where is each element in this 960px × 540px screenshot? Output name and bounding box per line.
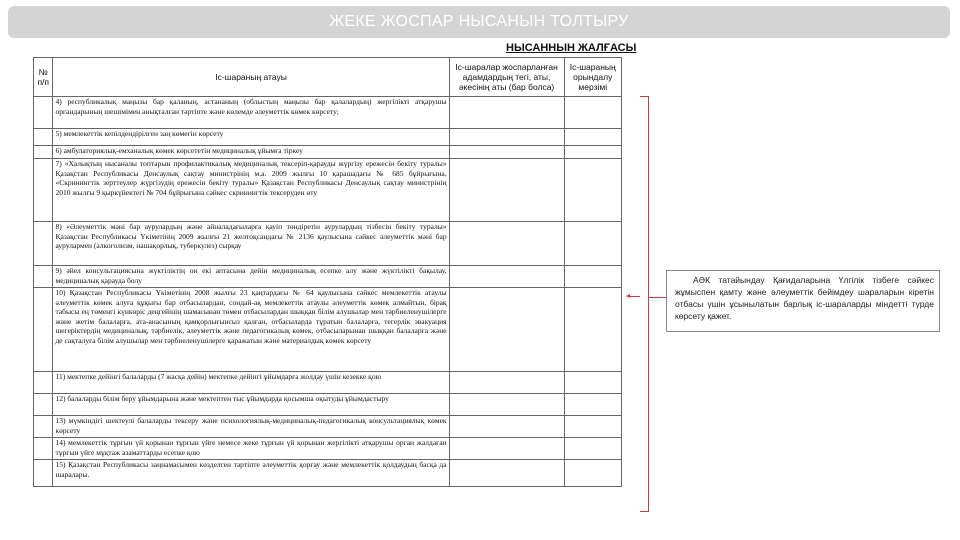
row-number — [34, 97, 53, 129]
executors-cell — [449, 288, 564, 372]
row-number — [34, 460, 53, 487]
executors-cell — [449, 394, 564, 416]
deadline-cell — [564, 460, 622, 487]
table-row — [34, 288, 622, 372]
table-row — [34, 372, 622, 394]
executors-cell — [449, 372, 564, 394]
header-activity-name: Іс-шараның атауы — [53, 58, 449, 97]
row-number — [34, 146, 53, 159]
grouping-bracket — [640, 96, 649, 512]
activity-text: 7) «Халықтың нысаналы топтарын профилактикалық медициналық тексеріп-қарауды жүргізу ережесін бекіту туралы» Қазақстан Республикасы Денсаулық сақтау министрінің м.а. 2009 жылғы 10 қарашадағы № 685 бұйрығына, «Скринингтік зерттеулер жүргізудің ережесін бекіту туралы» Қазақстан Республикасы Денсаулық сақтау министрінің 2010 жылғы 9 қыркүйектегі № 704 бұйрығына сәйкес скринингтік тексеруден өту — [53, 159, 449, 222]
activity-text: 13) мүмкіндігі шектеулі балаларды тексеру және психологиялық-медициналық-педагогикалық консультациялық көмек көрсету — [53, 416, 449, 438]
table-row — [34, 97, 622, 129]
row-number — [34, 266, 53, 288]
header-deadline: Іс-шараның орындалу мерзімі — [564, 58, 622, 97]
header-executors: Іс-шаралар жоспарланған адамдардың тегі, аты, әкесінің аты (бар болса) — [449, 58, 564, 97]
note-connector-line — [648, 297, 666, 298]
deadline-cell — [564, 97, 622, 129]
row-number — [34, 129, 53, 146]
deadline-cell — [564, 146, 622, 159]
deadline-cell — [564, 222, 622, 266]
deadline-cell — [564, 416, 622, 438]
table-row — [34, 159, 622, 222]
table-row — [34, 394, 622, 416]
row-number — [34, 438, 53, 460]
executors-cell — [449, 222, 564, 266]
table-row — [34, 266, 622, 288]
executors-cell — [449, 159, 564, 222]
explanatory-note: АӘК татайындау Қағидаларына Үлгілік тізбеге сәйкес жұмыспен қамту және әлеуметтік бейімдеу шараларын кіретін отбасы үшін ұсынылатын барлық іс-шараларды міндетті түрде көрсету қажет. — [666, 270, 940, 332]
deadline-cell — [564, 438, 622, 460]
activity-text: 15) Қазақстан Республикасы заңнамасымен көзделген тәртіпте әлеуметтік қорғау және мемлекеттік қолдаудың басқа да шаралары. — [53, 460, 449, 487]
deadline-cell — [564, 394, 622, 416]
deadline-cell — [564, 288, 622, 372]
row-number — [34, 159, 53, 222]
activity-text: 6) амбулаториялық-емханалық көмек көрсететін медициналық ұйымға тіркеу — [53, 146, 449, 159]
deadline-cell — [564, 129, 622, 146]
activity-text: 5) мемлекеттік кепілдендірілген заң көмегін көрсету — [53, 129, 449, 146]
table-row — [34, 146, 622, 159]
activity-text: 4) республикалық маңызы бар қаланың, астананың (облыстың маңызы бар қалалардың) жергілікті атқарушы органдарының шешімімен анықталған тәртіпте және көлемде әлеуметтік көмек көрсету; — [53, 97, 449, 129]
row-number — [34, 288, 53, 372]
header-number: № п/п — [34, 58, 53, 97]
activity-text: 8) «Әлеуметтік мәні бар аурулардың және айналадағыларға қауіп төндіретін аурулардың тізбесін бекіту туралы» Қазақстан Республикасы Үкіметінің 2009 жылғы 21 желтоқсандағы № 2136 қаулысына сәйкес әлеуметтік мәні бар аурулармен (алкоголизм, нашақорлық, туберкулез) сырқау — [53, 222, 449, 266]
activity-text: 14) мемлекеттік тұрғын үй қорынан тұрғын үйге немесе жеке тұрғын үй қорынан жергілікті атқарушы орган жалдаған тұрғын үйге мұқтаж азаматтарды есепке қою — [53, 438, 449, 460]
table-header-row — [34, 58, 622, 97]
individual-plan-table — [33, 57, 622, 487]
activity-text: 11) мектепке дейінгі балаларды (7 жасқа дейін) мектепке дейінгі ұйымдарға жолдау үшін кезекке қою — [53, 372, 449, 394]
form-continuation-label: НЫСАННЫН ЖАЛҒАСЫ — [506, 42, 637, 54]
executors-cell — [449, 97, 564, 129]
executors-cell — [449, 438, 564, 460]
executors-cell — [449, 146, 564, 159]
table-row — [34, 460, 622, 487]
executors-cell — [449, 416, 564, 438]
bracket-arrow — [630, 296, 640, 297]
row-number — [34, 394, 53, 416]
executors-cell — [449, 266, 564, 288]
slide-title-bar — [8, 6, 950, 38]
executors-cell — [449, 460, 564, 487]
activity-text: 12) балаларды білім беру ұйымдарына және мектептен тыс ұйымдарда қосымша оқытуды ұйымдастыру — [53, 394, 449, 416]
table-row — [34, 438, 622, 460]
table-row — [34, 222, 622, 266]
table-row — [34, 129, 622, 146]
deadline-cell — [564, 372, 622, 394]
deadline-cell — [564, 159, 622, 222]
row-number — [34, 222, 53, 266]
table-row — [34, 416, 622, 438]
slide-title: ЖЕКЕ ЖОСПАР НЫСАНЫН ТОЛТЫРУ — [329, 13, 629, 30]
activity-text: 9) әйел консультациясына жүктіліктің он екі аптасына дейін медициналық есепке алу және жүктілікті бақылау, медициналық қарауда болу — [53, 266, 449, 288]
activity-text: 10) Қазақстан Республикасы Үкіметінің 2008 жылғы 23 қаңтардағы № 64 қаулысына сәйкес мемлекеттік атаулы әлеуметтік көмек алуға құқығы бар отбасылардан, сондай-ақ мемлекеттік атаулы әлеуметтік көмек алмайтын, бірақ табысы ең төменгі күнкөріс деңгейінің шамасынан төмен отбасылардан шыққан білім алушылар мен тәрбиеленушілерге және жетім балаларға, ата-анасының қамқорлығынсыз қалған, отбасыларда тұратын балаларға, тегерлік эвакуация шегеріктердің медициналық, тәрбиелік, әлеуметтік және педагогикалық көмек, отбасыларынан шыққан балаларға және де сақталуға білім алушылар мен тәрбиеленушілерге қаражатын және материалдық көмек көрсету — [53, 288, 449, 372]
executors-cell — [449, 129, 564, 146]
deadline-cell — [564, 266, 622, 288]
row-number — [34, 416, 53, 438]
row-number — [34, 372, 53, 394]
